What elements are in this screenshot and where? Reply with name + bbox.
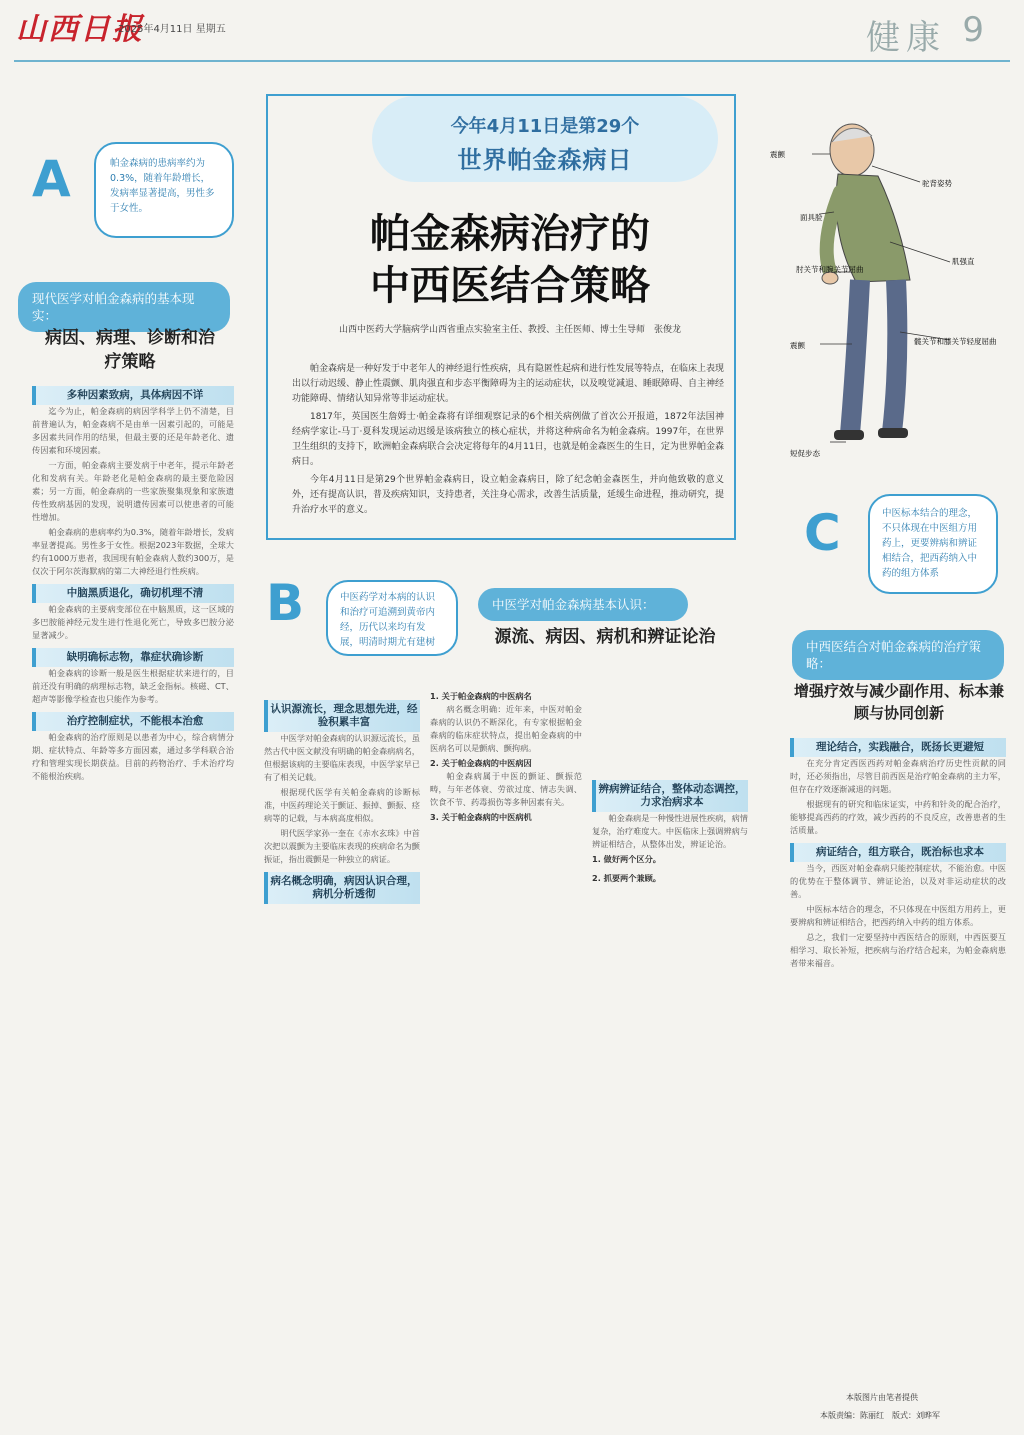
section-b-subhead-1: 1. 关于帕金森病的中医病名	[430, 691, 532, 701]
label-hip-knee: 髋关节和膝关节轻度屈曲	[914, 337, 997, 346]
label-tremor-2: 震颤	[790, 341, 805, 350]
section-a-pill: 现代医学对帕金森病的基本现实：	[18, 282, 230, 332]
section-c-pill: 中西医结合对帕金森病的治疗策略：	[792, 630, 1004, 680]
paragraph: 帕金森病的诊断一般是医生根据症状来进行的，目前还没有明确的病理标志物，缺乏金指标。核磁、CT、超声等影像学检查也只能作为参考。	[32, 668, 234, 704]
section-b-head-3: 辨病辨证结合，整体动态调控，力求治病求本	[592, 780, 748, 812]
section-a-body	[32, 386, 234, 1411]
section-b-col1	[264, 700, 420, 1415]
section-b-bubble: 中医药学对本病的认识和治疗可追溯到黄帝内经，历代以来均有发展，明清时期尤有建树	[326, 580, 458, 656]
section-a-head-2: 中脑黑质退化，确切机理不清	[32, 584, 234, 603]
intro-paragraph: 今年4月11日是第29个世界帕金森病日，设立帕金森病日，除了纪念帕金森医生，并向他致敬的意义外，还有提高认识，普及疾病知识，支持患者，关注身心需求，改善生活质量，延缓生命进程，推动研究，提升治疗水平的意义。	[292, 475, 725, 515]
section-c-body	[790, 738, 1006, 1356]
issue-date: 2025年4月11日 星期五	[118, 24, 226, 35]
section-b-col3	[592, 660, 748, 1415]
label-elbow-wrist: 肘关节和腕关节屈曲	[796, 265, 864, 274]
section-c-head-1: 理论结合，实践融合，既扬长更避短	[790, 738, 1006, 757]
page-number: 9	[962, 10, 984, 50]
main-title-line1: 帕金森病治疗的	[370, 210, 650, 257]
paragraph: 中医标本结合的理念，不只体现在中医组方用药上，更要辨病和辨证相结合，把西药纳入中药的组方体系。	[790, 904, 1006, 927]
section-b-subhead-3: 3. 关于帕金森病的中医病机	[430, 812, 532, 822]
paragraph: 根据现代医学有关帕金森病的诊断标准，中医药理论关于颤证、振掉、颤振、痉病等的记载，与本病高度相似。	[264, 787, 420, 823]
section-a-title: 病因、病理、诊断和治疗策略	[45, 328, 215, 372]
section-c-bubble: 中医标本结合的理念，不只体现在中医组方用药上，更要辨病和辨证相结合，把西药纳入中药的组方体系	[868, 494, 998, 594]
paragraph: 帕金森病的主要病变部位在中脑黑质，这一区域的多巴胺能神经元发生进行性退化死亡，导致多巴胺分泌显著减少。	[32, 604, 234, 640]
paragraph: 帕金森病属于中医的颤证、颤振范畴，与年老体衰、劳欲过度、情志失调、饮食不节、药毒损伤等多种因素有关。	[430, 771, 582, 807]
paragraph: 一方面，帕金森病主要发病于中老年，提示年龄老化和发病有关。年龄老化是帕金森病的最主要危险因素；另一方面，帕金森病的一些家族聚集现象和家族遗传性致病基因的发现，说明遗传因素可以使患者的可能性增加。	[32, 460, 234, 522]
section-b-col2	[430, 690, 582, 1415]
label-masked-face: 面具脸	[800, 213, 823, 222]
section-b-subhead-2: 2. 关于帕金森病的中医病因	[430, 758, 532, 768]
masthead	[0, 0, 1024, 62]
intro-paragraph: 帕金森病是一种好发于中老年人的神经退行性疾病，具有隐匿性起病和进行性发展等特点，在临床上表现出以行动迟缓、静止性震颤、肌肉强直和步态平衡障碍为主的运动症状，以及嗅觉减退、睡眠障碍、自主神经功能障碍、情绪认知异常等非运动症状。	[292, 364, 725, 404]
paragraph: 帕金森病是一种慢性进展性疾病，病情复杂，治疗难度大。中医临床上强调辨病与辨证相结合，从整体出发，辨证论治。	[592, 813, 748, 849]
section-b-subhead-5: 2. 抓要两个兼顾。	[592, 873, 661, 883]
newspaper-logo: 山西日报	[16, 12, 144, 47]
section-b-pill: 中医学对帕金森病基本认识：	[478, 588, 688, 621]
section-a-head-3: 缺明确标志物，靠症状确诊断	[32, 648, 234, 667]
parkinson-patient-illustration	[760, 112, 1010, 472]
section-b-letter: B	[266, 574, 305, 632]
section-a-bubble: 帕金森病的患病率约为0.3%，随着年龄增长，发病率显著提高，男性多于女性。	[94, 142, 234, 238]
paragraph: 根据现有的研究和临床证实，中药和针灸的配合治疗，能够提高西药的疗效，减少西药的不良反应，改善患者的生活质量。	[790, 799, 1006, 835]
hero-kicker: 今年4月11日是第29个	[450, 116, 640, 137]
section-c-head-2: 病证结合，组方联合，既治标也求本	[790, 843, 1006, 862]
hero-headline: 世界帕金森病日	[457, 146, 633, 174]
paragraph: 帕金森病的患病率约为0.3%，随着年龄增长，发病率显著提高。男性多于女性。根据2023年数据，全球大约有1000万患者，我国现有帕金森病人数约300万，是仅次于阿尔茨海默病的第二大神经退行性疾病。	[32, 527, 234, 576]
section-name: 健康	[866, 18, 946, 58]
paragraph: 中医学对帕金森病的认识源远流长，虽然古代中医文献没有明确的帕金森病病名，但根据该病的主要临床表现，中医学家早已有了相关记载。	[264, 733, 420, 782]
section-a-head-4: 治疗控制症状，不能根本治愈	[32, 712, 234, 731]
paragraph: 迄今为止，帕金森病的病因学科学上仍不清楚，目前普遍认为，帕金森病不是由单一因素引起的，可能是多因素共同作用的结果，但最主要的还是年龄老化、遗传因素和环境因素。	[32, 406, 234, 455]
paragraph: 明代医学家孙一奎在《赤水玄珠》中首次把以震颤为主要临床表现的疾病命名为颤振证，指出震颤是一种独立的病证。	[264, 828, 420, 864]
intro-text	[292, 362, 724, 521]
section-b-title: 源流、病因、病机和辨证论治	[494, 627, 716, 647]
section-b-subhead-4: 1. 做好两个区分。	[592, 854, 661, 864]
paragraph: 总之，我们一定要坚持中西医结合的原则，中西医要互相学习、取长补短，把疾病与治疗结合起来，为帕金森病患者带来福音。	[790, 932, 1006, 968]
intro-paragraph: 1817年，英国医生詹姆士·帕金森将有详细观察记录的6个相关病例做了首次公开报道，1872年法国神经病学家让-马丁·夏科发现运动迟缓是该病独立的核心症状，并将这种病命名为帕金森病。1997年，在世界卫生组织的支持下，欧洲帕金森病联合会决定将每年的4月11日，也就是帕金森医生的生日，定为世界帕金森病日。	[292, 412, 724, 467]
label-stooped-posture: 驼背姿势	[922, 179, 952, 188]
label-rigidity: 肌强直	[952, 257, 975, 266]
author-byline: 山西中医药大学脑病学山西省重点实验室主任、教授、主任医师、博士生导师 张俊龙	[338, 325, 681, 335]
paragraph: 在充分肯定西医西药对帕金森病治疗历史性贡献的同时，还必须指出，尽管目前西医是治疗帕金森病的主力军，但存在疗效逐渐减退的问题。	[790, 758, 1006, 794]
main-title-line2: 中西医结合策略	[370, 262, 650, 309]
section-b-head-1: 认识源流长，理念思想先进，经验积累丰富	[264, 700, 420, 732]
section-c-title: 增强疗效与减少副作用、标本兼顾与协同创新	[793, 682, 1004, 722]
editor-credit: 本版责编：陈丽红 版式：刘晔军	[820, 1411, 940, 1420]
paragraph: 当今，西医对帕金森病只能控制症状，不能治愈。中医的优势在于整体调节、辨证论治，以及对非运动症状的改善。	[790, 863, 1006, 899]
section-a-head-1: 多种因素致病，具体病因不详	[32, 386, 234, 405]
paragraph: 帕金森病的治疗原则是以患者为中心，综合病情分期、症状特点、年龄等多方面因素，通过多学科联合治疗和管理实现长期获益。目前的药物治疗、手术治疗均不能根治疾病。	[32, 732, 234, 781]
section-c-letter: C	[804, 504, 841, 562]
label-shuffling-gait: 短促步态	[790, 449, 820, 458]
masthead-rule	[14, 60, 1010, 62]
section-a-letter: A	[32, 150, 71, 208]
photo-credit: 本版图片由笔者提供	[846, 1393, 918, 1402]
label-tremor: 震颤	[770, 150, 785, 159]
section-b-head-2: 病名概念明确，病因认识合理，病机分析透彻	[264, 872, 420, 904]
paragraph: 病名概念明确：近年来，中医对帕金森病的认识仍不断深化，有专家根据帕金森病的临床症状特点，提出帕金森病的中医病名可以是颤病、颤拘病。	[430, 704, 582, 753]
main-title	[280, 208, 740, 312]
